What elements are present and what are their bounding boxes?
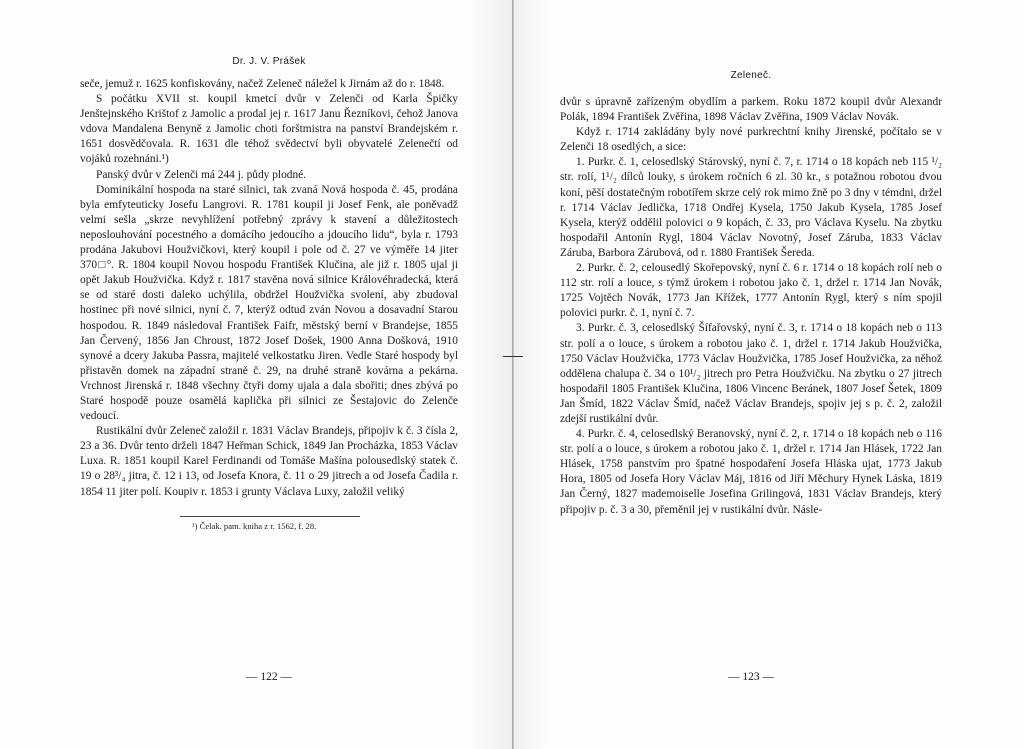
left-page <box>80 0 458 749</box>
paragraph: Rustikální dvůr Zeleneč založil r. 1831 Václav Brandejs, připojiv k č. 3 čísla 2, 23 a 36. Dvůr tento drželi 1847 Heřman Schick, 1849 Jan Procházka, 1853 Václav Luxa. R. 1851 koupil Karel Ferdinandi od Tomáše Mašína polousedlský statek č. 19 o 28³/₄ jitra, č. 12 i 13, od Josefa Knora, č. 11 o 29 jitrech a od Josefa Čadila r. 1854 11 jiter polí. Koupiv r. 1853 i grunty Václava Luxy, založil veliký <box>80 425 458 498</box>
page-number-left: — 122 — <box>246 671 292 683</box>
paragraph: 3. Purkr. č. 3, celosedlský Šífařovský, nyní č. 3, r. 1714 o 18 kopách neb o 113 str. polí a o louce, s úrokem a robotou jako č. 1, držel r. 1714 Jakub Houžvička, 1750 Václav Houžvička, 1773 Václav Houžvička, 1785 Josef Houžvička, za něhož oddělena chalupa č. 34 o 10¹/₂ jitrech pro Petra Houžvičku. Na zbytku o 27 jitrech hospodařil 1805 František Klučina, 1806 Vincenc Beránek, 1807 Josef Šetek, 1809 Jan Šmíd, 1822 Václav Šmíd, načež Václav Brandejs, spojiv jej s p. č. 2, založil zdejší rustikální dvůr. <box>560 322 942 425</box>
paragraph: 2. Purkr. č. 2, celousedlý Skořepovský, nyní č. 6 r. 1714 o 18 kopách rolí neb o 112 str. rolí a louce, s týmž úrokem i robotou jako č. 1, držel r. 1714 Jan Novák, 1725 Vojtěch Novák, 1773 Jan Křížek, 1777 Antonín Rygl, který s ním spojil polovici purkr. č. 1, nyní č. 7. <box>560 262 942 320</box>
right-page <box>560 0 942 749</box>
book-gutter <box>512 0 514 749</box>
running-head-left: Dr. J. V. Prášek <box>232 56 306 67</box>
fold-mark <box>503 356 523 357</box>
page-number-right: — 123 — <box>728 671 774 683</box>
paragraph: seče, jemuž r. 1625 konfiskovány, načež Zeleneč náležel k Jirnám až do r. 1848. <box>80 78 445 90</box>
paragraph: 1. Purkr. č. 1, celosedlský Stárovský, nyní č. 7, r. 1714 o 18 kopách neb 115 ¹/₂ str. rolí, 1¹/₂ dílců louky, s úrokem ročních 6 zl. 30 kr., s potažnou robotou dvou koní, pěší dostatečným robotířem skrze celý rok mimo žně po 3 dny v témdni, držel r. 1714 Václav Jedlička, 1718 Ondřej Kysela, 1750 Jakub Kysela, 1785 Josef Kysela, kterýž oddělil polovici o 9 kopách, č. 33, pro Václava Kyselu. Na zbytku hospodařil Antonín Rygl, 1804 Václav Novotný, Josef Záruba, 1833 Václav Záruba, Barbora Zárubová, od r. 1880 František Šereda. <box>560 156 942 259</box>
paragraph: Když r. 1714 zakládány byly nové purkrechtní knihy Jirenské, počítalo se v Zelenči 18 osedlých, a sice: <box>560 126 942 154</box>
paragraph: Dominikální hospoda na staré silnici, tak zvaná Nová hospoda č. 45, prodána byla emfyteuticky Josefu Langrovi. R. 1781 koupil ji Josef Fenk, ale poněvadž velmi sešla „skrze nevyhlížení potřebný zprávy k stavení a důležitostech neposlouhování pocestného a domácího jedoucího a jdoucího lidu“, byla r. 1793 prodána Jakubovi Houžvičkovi, který koupil i pole od č. 27 ve výměře 14 jiter 370□°. R. 1804 koupil Novou hospodu František Klučina, ale již r. 1805 ujal ji opět Jakub Houžvička. Když r. 1817 stavěna nová silnice Královéhradecká, která se od staré dosti daleko uchýlila, obdržel Houžvička svolení, aby zbudoval hostinec při nové silnici, nyní č. 7, kterýž odtud zván Novou a dosavadní Starou hospodou. R. 1849 následoval František Faifr, městský berní v Brandejse, 1855 Jan Červený, 1856 Jan Chroust, 1872 Josef Došek, 1900 Anna Došková, 1910 synové a dcery Jakuba Passra, majitelé velkostatku Jiren. Vedle Staré hospody byl přistavěn domek na západní straně č. 29, na druhé straně kovárna a pekárna. Vrchnost Jirenská r. 1848 všechny čtyři domy ujala a dala sbořiti; dnes zbývá po Staré hospodě pouze osamělá kaplička při silnici ze Šestajovic do Zelenče vedoucí. <box>80 183 458 423</box>
paragraph: 4. Purkr. č. 4, celosedlský Beranovský, nyní č. 2, r. 1714 o 18 kopách neb o 116 str. polí a o louce, s úrokem a robotou jako č. 1, držel r. 1714 Jan Hlásek, 1722 Jan Hlásek, 1758 panstvím pro špatné hospodaření Josefa Hláska ujat, 1773 Jakub Hora, 1805 od Josefa Hory Václav Máj, 1816 od Jiří Měchury Hynek Láska, 1819 Jan Černý, 1827 mademoiselle Josefina Grilingová, 1831 Václav Brandejs, který připojiv p. č. 3 a 30, přeměnil jej v rustikální dvůr. Násle- <box>560 428 942 516</box>
paragraph: dvůr s úpravně zařízeným obydlím a parkem. Roku 1872 koupil dvůr Alexandr Polák, 1894 František Zvěřina, 1898 Václav Zvěřina, 1909 Václav Novák. <box>560 96 942 124</box>
footnote: ¹) Čelak. pam. kniha z r. 1562, f. 28. <box>192 520 317 531</box>
right-page-body <box>560 95 942 518</box>
gutter-shadow-right <box>514 0 548 749</box>
gutter-shadow-left <box>470 0 512 749</box>
running-head-right: Zeleneč. <box>730 70 772 81</box>
paragraph: Panský dvůr v Zelenči má 244 j. půdy plodné. <box>96 168 307 181</box>
paragraph: S počátku XVII st. koupil kmetcí dvůr v Zelenči od Karla Špičky Jenštejnského Krištof z Jamolic a prodal jej r. 1617 Janu Řezníkovi, čehož Janova vdova Mandalena Benyně z Jamolic choti forštmistra na panství Brandejském r. 1651 dosvědčovala. R. 1631 dle téhož svědectví byli obyvatelé Zelenečtí od vojáků rozehnáni.¹) <box>80 93 458 166</box>
footnote-rule <box>180 516 360 517</box>
left-page-body <box>80 77 458 500</box>
